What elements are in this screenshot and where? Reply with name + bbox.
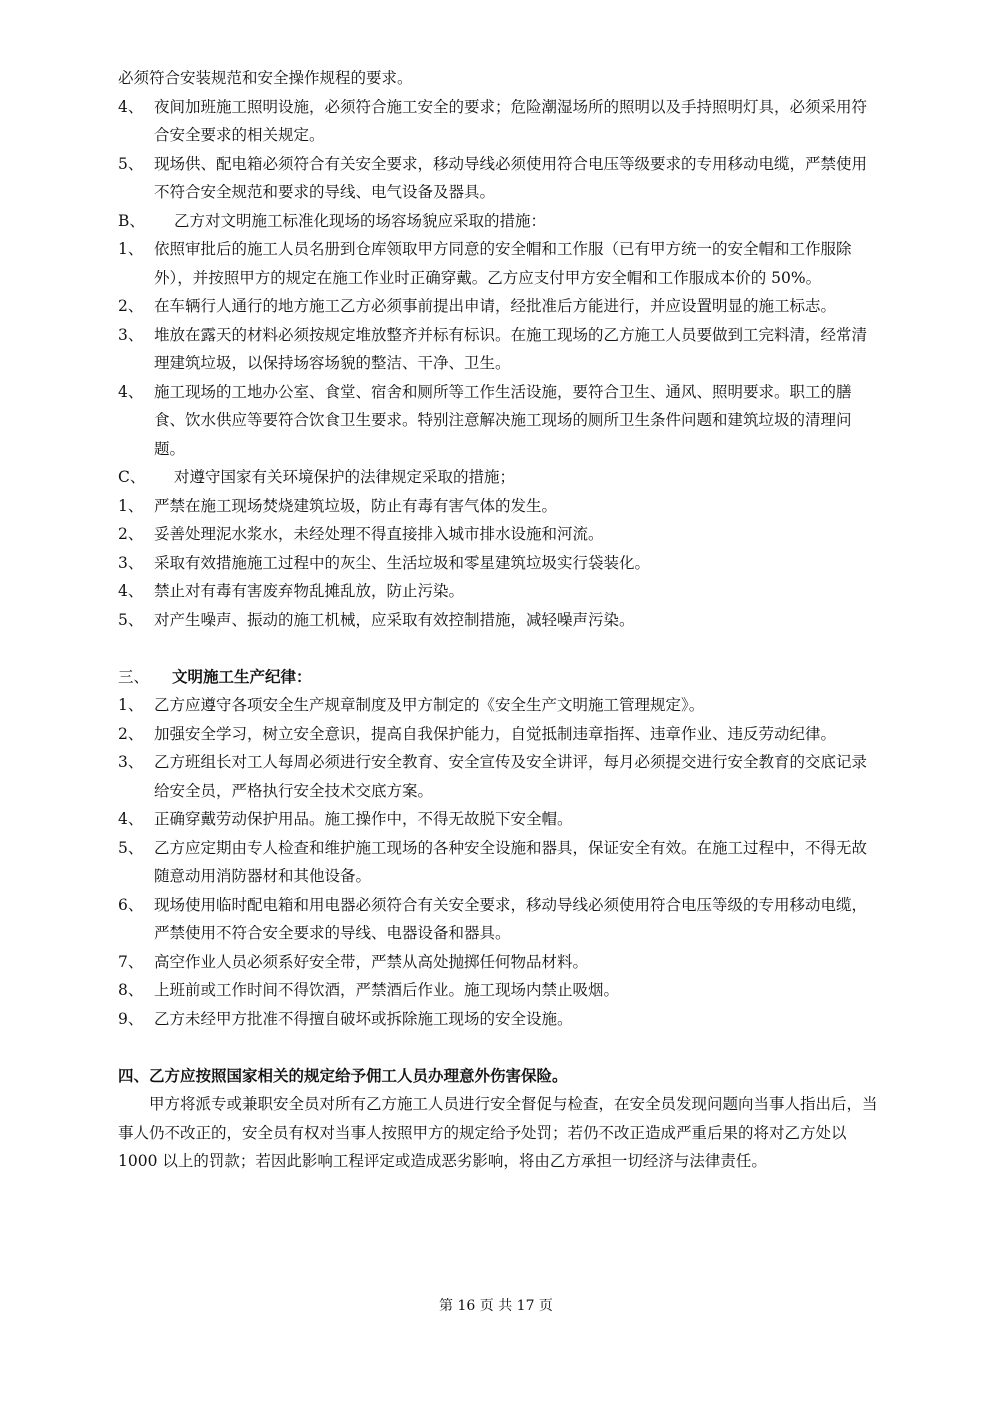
item-number: 2、: [118, 525, 144, 543]
item-number: 5、: [118, 838, 144, 857]
item-number: 2、: [118, 724, 144, 743]
section-title: 文明施工生产纪律：: [172, 666, 312, 686]
list-item: [118, 891, 878, 948]
section-3: [118, 663, 878, 1034]
item-text: 正确穿戴劳动保护用品。施工操作中，不得无故脱下安全帽。: [154, 810, 573, 828]
page-content: [118, 64, 878, 1176]
section-c: [118, 463, 878, 634]
item-number: 4、: [118, 382, 144, 401]
item-text: 在车辆行人通行的地方施工乙方必须事前提出申请，经批准后方能进行，并应设置明显的施工标志。: [154, 297, 837, 315]
item-text: 加强安全学习，树立安全意识，提高自我保护能力，自觉抵制违章指挥、违章作业、违反劳动纪律。: [154, 724, 837, 743]
item-number: 8、: [118, 981, 144, 999]
section-b-heading: [118, 207, 878, 236]
item-text: 严禁在施工现场焚烧建筑垃圾，防止有毒有害气体的发生。: [154, 496, 558, 515]
list-item: [118, 492, 878, 521]
section-4-body: 甲方将派专或兼职安全员对所有乙方施工人员进行安全督促与检查，在安全员发现问题向当事人指出后，当事人仍不改正的，安全员有权对当事人按照甲方的规定给予处罚；若仍不改正造成严重后果的将对乙方处以 1000 以上的罚款；若因此影响工程评定或造成恶劣影响，将由乙方承担一切经济与法律责任。: [118, 1095, 878, 1170]
item-number: 9、: [118, 1009, 144, 1028]
list-item: [118, 976, 878, 1005]
item-number: 1、: [118, 696, 144, 714]
section-number: 三、: [118, 667, 150, 686]
list-item: [118, 577, 878, 606]
list-item: [118, 549, 878, 578]
section-letter: C、: [118, 468, 146, 486]
item-text: 采取有效措施施工过程中的灰尘、生活垃圾和零星建筑垃圾实行袋装化。: [154, 553, 651, 572]
list-item: [118, 948, 878, 977]
section-3-heading: [118, 663, 878, 692]
list-item: [118, 292, 878, 321]
section-letter: B、: [118, 211, 145, 230]
section-c-heading: [118, 463, 878, 492]
item-number: 4、: [118, 810, 144, 828]
item-number: 1、: [118, 496, 144, 515]
item-text: 乙方应定期由专人检查和维护施工现场的各种安全设施和器具，保证安全有效。在施工过程中，不得无故随意动用消防器材和其他设备。: [154, 838, 868, 885]
section-title: 对遵守国家有关环境保护的法律规定采取的措施；: [174, 468, 516, 486]
section-4: [118, 1062, 878, 1176]
page-footer: 第 16 页 共 17 页: [439, 1298, 553, 1314]
item-number: 3、: [118, 753, 144, 771]
list-item: [118, 748, 878, 805]
block-a-tail: [118, 93, 878, 207]
continuation-line: 必须符合安装规范和安全操作规程的要求。: [118, 69, 413, 87]
list-item: [118, 321, 878, 378]
list-item: [118, 235, 878, 292]
list-item: [118, 606, 878, 635]
section-b: [118, 207, 878, 464]
item-text: 乙方班组长对工人每周必须进行安全教育、安全宣传及安全讲评，每月必须提交进行安全教育的交底记录给安全员，严格执行安全技术交底方案。: [154, 753, 868, 800]
list-item: [118, 805, 878, 834]
item-text: 禁止对有毒有害废弃物乱摊乱放，防止污染。: [154, 582, 465, 600]
list-item: [118, 720, 878, 749]
section-gap: [118, 1033, 878, 1062]
item-number: 3、: [118, 325, 144, 344]
item-number: 1、: [118, 240, 144, 258]
section-title: 乙方对文明施工标准化现场的场容场貌应采取的措施：: [174, 211, 547, 230]
list-item: [118, 1005, 878, 1034]
list-item: [118, 520, 878, 549]
item-number: 4、: [118, 582, 144, 600]
item-text: 上班前或工作时间不得饮酒，严禁酒后作业。施工现场内禁止吸烟。: [154, 981, 620, 999]
item-text: 乙方未经甲方批准不得擅自破坏或拆除施工现场的安全设施。: [154, 1009, 573, 1028]
item-text: 对产生噪声、振动的施工机械，应采取有效控制措施，减轻噪声污染。: [154, 610, 635, 629]
item-text: 施工现场的工地办公室、食堂、宿舍和厕所等工作生活设施，要符合卫生、通风、照明要求。职工的膳食、饮水供应等要符合饮食卫生要求。特别注意解决施工现场的厕所卫生条件问题和建筑垃圾的清理问题。: [154, 382, 852, 458]
list-item: [118, 834, 878, 891]
item-text: 堆放在露天的材料必须按规定堆放整齐并标有标识。在施工现场的乙方施工人员要做到工完料清，经常清理建筑垃圾，以保持场容场貌的整洁、干净、卫生。: [154, 325, 868, 372]
item-text: 乙方应遵守各项安全生产规章制度及甲方制定的《安全生产文明施工管理规定》。: [154, 696, 705, 714]
list-item: [118, 378, 878, 464]
list-item: [118, 691, 878, 720]
list-item: [118, 93, 878, 150]
item-text: 夜间加班施工照明设施，必须符合施工安全的要求；危险潮湿场所的照明以及手持照明灯具，必须采用符合安全要求的相关规定。: [154, 97, 868, 144]
item-number: 4、: [118, 97, 144, 116]
item-number: 5、: [118, 610, 144, 629]
item-number: 6、: [118, 895, 144, 914]
item-number: 2、: [118, 297, 144, 315]
item-text: 现场使用临时配电箱和用电器必须符合有关安全要求，移动导线必须使用符合电压等级的专用移动电缆，严禁使用不符合安全要求的导线、电器设备和器具。: [154, 895, 868, 942]
section-4-heading: 四、乙方应按照国家相关的规定给予佣工人员办理意外伤害保险。: [118, 1065, 568, 1085]
item-text: 依照审批后的施工人员名册到仓库领取甲方同意的安全帽和工作服（已有甲方统一的安全帽和工作服除外），并按照甲方的规定在施工作业时正确穿戴。乙方应支付甲方安全帽和工作服成本价的 50%。: [154, 240, 852, 287]
item-number: 3、: [118, 553, 144, 572]
section-gap: [118, 634, 878, 663]
item-text: 高空作业人员必须系好安全带，严禁从高处抛掷任何物品材料。: [154, 952, 589, 971]
item-number: 7、: [118, 952, 144, 971]
item-number: 5、: [118, 154, 144, 173]
item-text: 妥善处理泥水浆水，未经处理不得直接排入城市排水设施和河流。: [154, 525, 604, 543]
list-item: [118, 150, 878, 207]
item-text: 现场供、配电箱必须符合有关安全要求，移动导线必须使用符合电压等级要求的专用移动电缆，严禁使用不符合安全规范和要求的导线、电气设备及器具。: [154, 154, 868, 201]
